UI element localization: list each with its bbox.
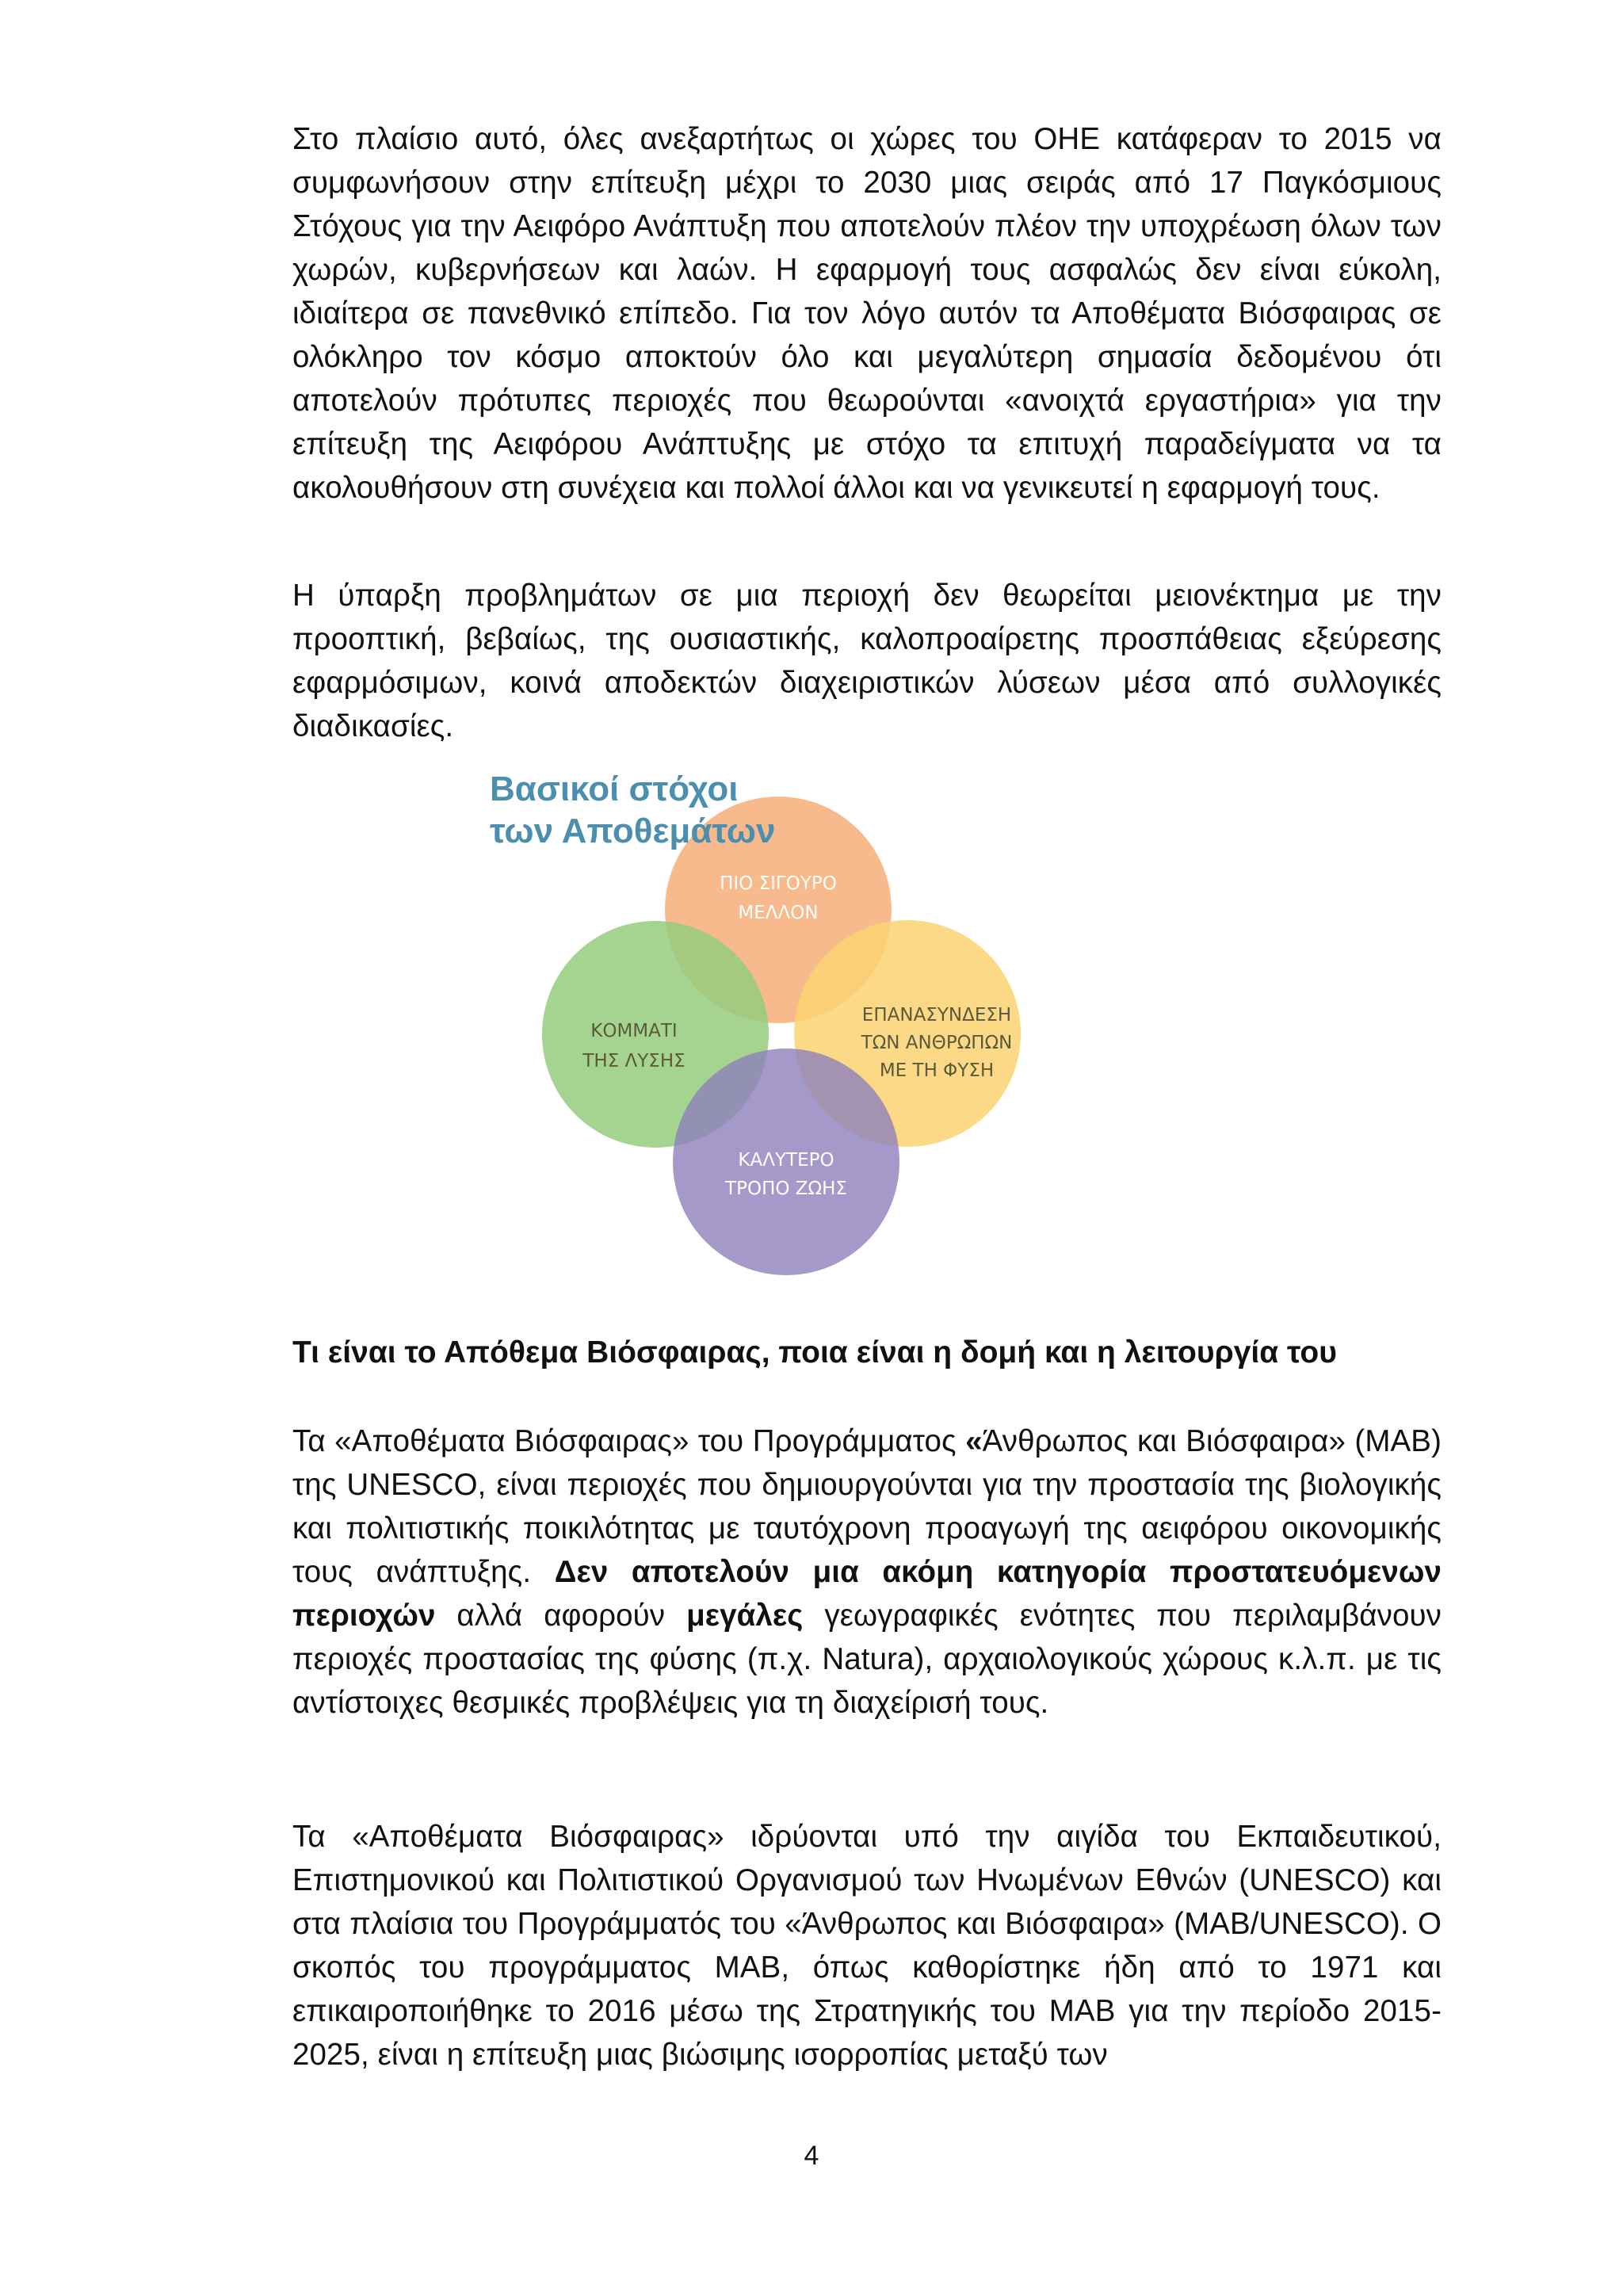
goals-venn-diagram xyxy=(475,761,1205,1300)
label-right-line1: ΕΠΑΝΑΣΥΝΔΕΣΗ xyxy=(861,1005,1012,1026)
paragraph-unesco-mab: Τα «Αποθέματα Βιόσφαιρας» ιδρύονται υπό την αιγίδα του Εκπαιδευτικού, Επιστημονικού και Πολιτιστικού Οργανισμού των Ηνωμένων Εθνών (UNESCO) και στα πλαίσια του Προγράμματός του «Άνθρωπος και Βιόσφαιρα» (MAB/UNESCO). Ο σκοπός του προγράμματος MAB, όπως καθορίστηκε ήδη από το 1971 και επικαιροποιήθηκε το 2016 μέσω της Στρατηγικής του MAB για την περίοδο 2015-2025, είναι η επίτευξη μιας βιώσιμης ισορροπίας μεταξύ των xyxy=(292,1820,1442,2072)
paragraph-problems: Η ύπαρξη προβλημάτων σε μια περιοχή δεν θεωρείται μειονέκτημα με την προοπτική, βεβαίως, της ουσιαστικής, καλοπροαίρετης προσπάθειας εξεύρεσης εφαρμόσιμων, κοινά αποδεκτών διαχειριστικών λύσεων μέσα από συλλογικές διαδικασίες. xyxy=(292,579,1442,743)
label-right-line3: ΜΕ ΤΗ ΦΥΣΗ xyxy=(879,1060,995,1081)
label-right-line2: ΤΩΝ ΑΝΘΡΩΠΩΝ xyxy=(861,1033,1013,1053)
p3-text-4: γεωγραφικές ενότητες που περιλαμβάνουν περιοχές προστασίας της φύσης (π.χ. Natura), αρχαιολογικούς χώρους κ.λ.π. με τις αντίστοιχες θεσμικές προβλέψεις για τη διαχείρισή τους. xyxy=(292,1599,1442,1720)
p3-text-1: Τα «Αποθέματα Βιόσφαιρας» του Προγράμματος xyxy=(292,1424,966,1458)
p3-bold-quote: « xyxy=(965,1424,983,1458)
p3-text-2: Άνθρωπος και Βιόσφαιρα» (MAB) της UNESCO, είναι περιοχές που δημιουργούνται για την προστασία της βιολογικής και πολιτιστικής ποικιλότητας με ταυτόχρονη προαγωγή της αειφόρου οικονομικής τους ανάπτυξης. xyxy=(292,1424,1442,1589)
label-bottom-line2: ΤΡΟΠΟ ΖΩΗΣ xyxy=(725,1179,847,1199)
label-top-line2: ΜΕΛΛΟΝ xyxy=(738,903,819,923)
section-heading: Τι είναι το Απόθεμα Βιόσφαιρας, ποια είναι η δομή και η λειτουργία του xyxy=(292,1335,1337,1370)
label-left-line2: ΤΗΣ ΛΥΣΗΣ xyxy=(582,1051,685,1072)
paragraph-sdg-context: Στο πλαίσιο αυτό, όλες ανεξαρτήτως οι χώρες του ΟΗΕ κατάφεραν το 2015 να συμφωνήσουν στην επίτευξη μέχρι το 2030 μιας σειράς από 17 Παγκόσμιους Στόχους για την Αειφόρο Ανάπτυξη που αποτελούν πλέον την υποχρέωση όλων των χωρών, κυβερνήσεων και λαών. Η εφαρμογή τους ασφαλώς δεν είναι εύκολη, ιδιαίτερα σε πανεθνικό επίπεδο. Για τον λόγο αυτόν τα Αποθέματα Βιόσφαιρας σε ολόκληρο τον κόσμο αποκτούν όλο και μεγαλύτερη σημασία δεδομένου ότι αποτελούν πρότυπες περιοχές που θεωρούνται «ανοιχτά εργαστήρια» για την επίτευξη της Αειφόρου Ανάπτυξης με στόχο τα επιτυχή παραδείγματα να τα ακολουθήσουν στη συνέχεια και πολλοί άλλοι και να γενικευτεί η εφαρμογή τους. xyxy=(292,122,1442,505)
diagram-title-line2: των Αποθεμάτων xyxy=(490,812,776,850)
label-left-line1: ΚΟΜΜΑΤΙ xyxy=(590,1021,678,1041)
p3-bold-not-another-category: Δεν αποτελούν μια ακόμη κατηγορία προστατευόμενων περιοχών xyxy=(292,1555,1442,1633)
p3-text-3: αλλά αφορούν xyxy=(435,1599,687,1633)
diagram-title-line1: Βασικοί στόχοι xyxy=(490,770,739,808)
label-top-line1: ΠΙΟ ΣΙΓΟΥΡΟ xyxy=(720,873,837,894)
label-bottom-line1: ΚΑΛΥΤΕΡΟ xyxy=(738,1150,834,1171)
page-number: 4 xyxy=(804,2141,819,2171)
p3-bold-large: μεγάλες xyxy=(686,1599,804,1633)
paragraph-biosphere-definition xyxy=(292,1419,1442,1725)
